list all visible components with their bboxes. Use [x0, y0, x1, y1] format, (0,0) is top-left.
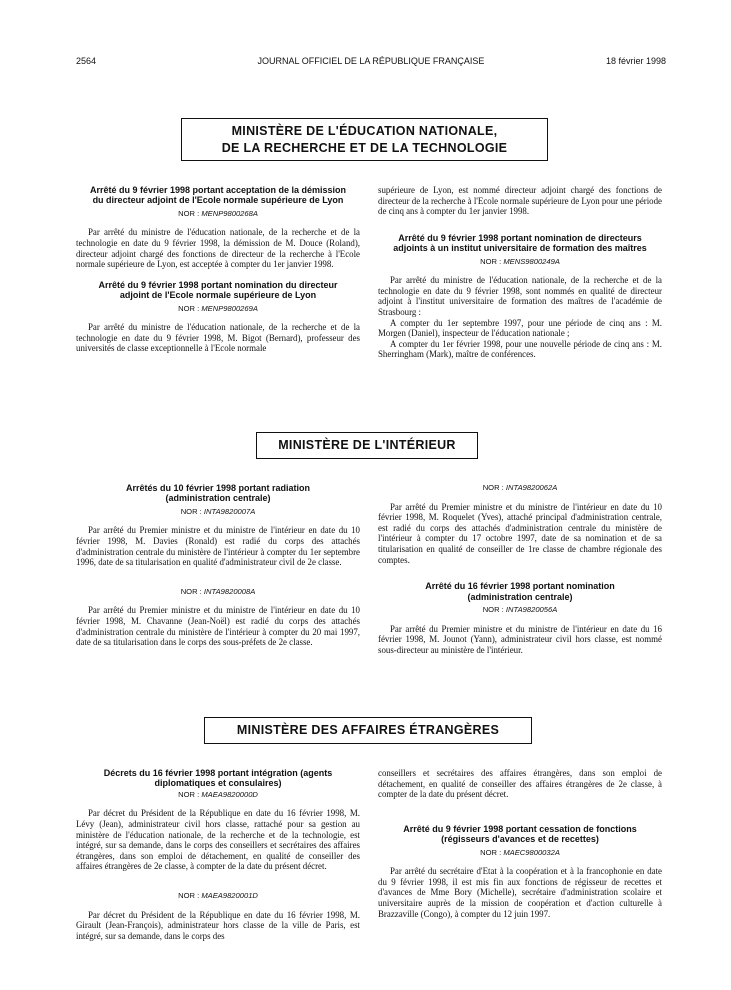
article-title: Arrêté du 16 février 1998 portant nomination (administration centrale)	[425, 581, 615, 602]
column-left	[76, 768, 360, 941]
nor-reference: NOR : MAEA9820000D	[178, 789, 258, 799]
section-title-line2: DE LA RECHERCHE ET DE LA TECHNOLOGIE	[221, 141, 508, 155]
article-text-continued: conseillers et secrétaires des affaires étrangères, dans son emploi de détachement, en qualité de conseiller des affaires étrangères de 2e classe, à compter de la date du présent décret.	[378, 768, 662, 800]
article-text: Par arrêté du ministre de l'éducation nationale, de la recherche et de la technologie en date du 9 février 1998, la démission de M. Douce (Roland), directeur adjoint chargé des fonctions de directeur de la recherche à l'Ecole normale supérieure de Lyon, est acceptée à compter du 1er janvier 1998.	[76, 227, 360, 270]
column-right	[378, 483, 662, 655]
article-text: Par arrêté du Premier ministre et du ministre de l'intérieur en date du 10 février 1998, M. Roquelet (Yves), attaché principal d'administration centrale, est radié du corps des attachés d'administration centrale du ministère de l'intérieur à compter du 17 octobre 1997, date de sa nomination et de sa titularisation en qualité de conseiller de 1re classe de chambre régionale des comptes.	[378, 501, 662, 565]
nor-reference: NOR : INTA9820056A	[482, 604, 558, 614]
section-title-affaires-etrangeres: MINISTÈRE DES AFFAIRES ÉTRANGÈRES	[204, 717, 532, 744]
article-text: Par arrêté du ministre de l'éducation nationale, de la recherche et de la technologie en date du 9 février 1998, sont nommés en qualité de directeur adjoint à l'institut universitaire de formation des maîtres de l'académie de Strasbourg :	[378, 275, 662, 317]
section-title-interieur: MINISTÈRE DE L'INTÉRIEUR	[256, 432, 478, 459]
article-text: Par décret du Président de la République en date du 16 février 1998, M. Lévy (Jean), administrateur civil hors classe, rattaché pour sa gestion au ministère de l'éducation nationale, de la recherche et de la technologie, est intégré, sur sa demande, dans le corps des conseillers et secrétaires des affaires étrangères, dans son emploi de détachement, en qualité de conseiller des affaires étrangères de 2e classe, à compter de la date du présent décret.	[76, 808, 360, 872]
column-right	[378, 768, 662, 919]
article-title: Arrêté du 9 février 1998 portant nomination de directeurs adjoints à un institut universitaire de formation des maîtres	[393, 232, 647, 254]
issue-date: 18 février 1998	[605, 56, 666, 66]
article-title: Arrêté du 9 février 1998 portant cessation de fonctions (régisseurs d'avances et de recettes)	[403, 823, 637, 845]
article-text: Par arrêté du secrétaire d'Etat à la coopération et à la francophonie en date du 9 février 1998, il est mis fin aux fonctions de régisseur de recettes et d'avances de Mme Bory (Michelle), secrétaire d'administration scolaire et universitaire auprès de la mission de coopération et d'action culturelle à Brazzaville (Congo), à compter du 12 juin 1997.	[378, 866, 662, 919]
nor-reference: NOR : INTA9820008A	[180, 586, 256, 596]
column-right	[378, 185, 662, 360]
nor-reference: NOR : MENP9800268A	[178, 208, 258, 218]
article-title: Arrêtés du 10 février 1998 portant radiation (administration centrale)	[125, 483, 311, 504]
section-title-education	[181, 118, 548, 161]
article-text-continued: supérieure de Lyon, est nommé directeur adjoint chargé des fonctions de directeur de la recherche à l'Ecole normale supérieure de Lyon pour une période de cinq ans à compter du 1er janvier 1998.	[378, 185, 662, 217]
column-left	[76, 483, 360, 648]
article-text: A compter du 1er septembre 1997, pour une période de cinq ans : M. Morgen (Daniel), inspecteur de l'éducation nationale ;	[378, 317, 662, 339]
article-title: Arrêté du 9 février 1998 portant acceptation de la démission du directeur adjoint de l'Ecole normale supérieure de Lyon	[89, 185, 347, 206]
article-text: Par arrêté du Premier ministre et du ministre de l'intérieur en date du 10 février 1998, M. Chavanne (Jean-Noël) est radié du corps des attachés d'administration centrale du ministère de l'intérieur à compter du 20 mai 1997, date de sa titularisation dans le corps des sous-préfets de 2e classe.	[76, 605, 360, 648]
page-number: 2564	[76, 56, 97, 66]
article-text: Par décret du Président de la République en date du 16 février 1998, M. Girault (Jean-François), administrateur hors classe de la ville de Paris, est intégré, sur sa demande, dans le corps des	[76, 909, 360, 941]
article-text: A compter du 1er février 1998, pour une nouvelle période de cinq ans : M. Sherringham (Mark), maître de conférences.	[378, 338, 662, 360]
journal-title: JOURNAL OFFICIEL DE LA RÉPUBLIQUE FRANÇAISE	[257, 56, 485, 66]
nor-reference: NOR : MENP9800269A	[178, 303, 258, 313]
article-text: Par arrêté du Premier ministre et du ministre de l'intérieur en date du 16 février 1998, M. Jounot (Yann), administrateur civil hors classe, est nommé sous-directeur au ministère de l'intérieur.	[378, 623, 662, 655]
nor-reference: NOR : MAEA9820001D	[178, 890, 258, 900]
column-left	[76, 185, 360, 354]
nor-reference: NOR : INTA9820062A	[482, 483, 558, 492]
nor-reference: NOR : MENS9800249A	[480, 256, 560, 266]
article-title: Décrets du 16 février 1998 portant intégration (agents diplomatiques et consulaires)	[103, 768, 333, 789]
nor-reference: NOR : MAEC9800032A	[480, 847, 560, 857]
article-text: Par arrêté du Premier ministre et du ministre de l'intérieur en date du 10 février 1998, M. Davies (Ronald) est radié du corps des attachés d'administration centrale du ministère de l'intérieur à compter du 1er septembre 1996, date de sa titularisation en qualité d'administrateur civil de 2e classe.	[76, 525, 360, 568]
article-title: Arrêté du 9 février 1998 portant nomination du directeur adjoint de l'Ecole normale supérieure de Lyon	[98, 279, 338, 301]
article-text: Par arrêté du ministre de l'éducation nationale, de la recherche et de la technologie en date du 9 février 1998, M. Bigot (Bernard), professeur des universités de classe exceptionnelle à l'Ecole normale	[76, 322, 360, 354]
section-title-line1: MINISTÈRE DE L'ÉDUCATION NATIONALE,	[231, 124, 498, 138]
nor-reference: NOR : INTA9820007A	[180, 506, 256, 516]
